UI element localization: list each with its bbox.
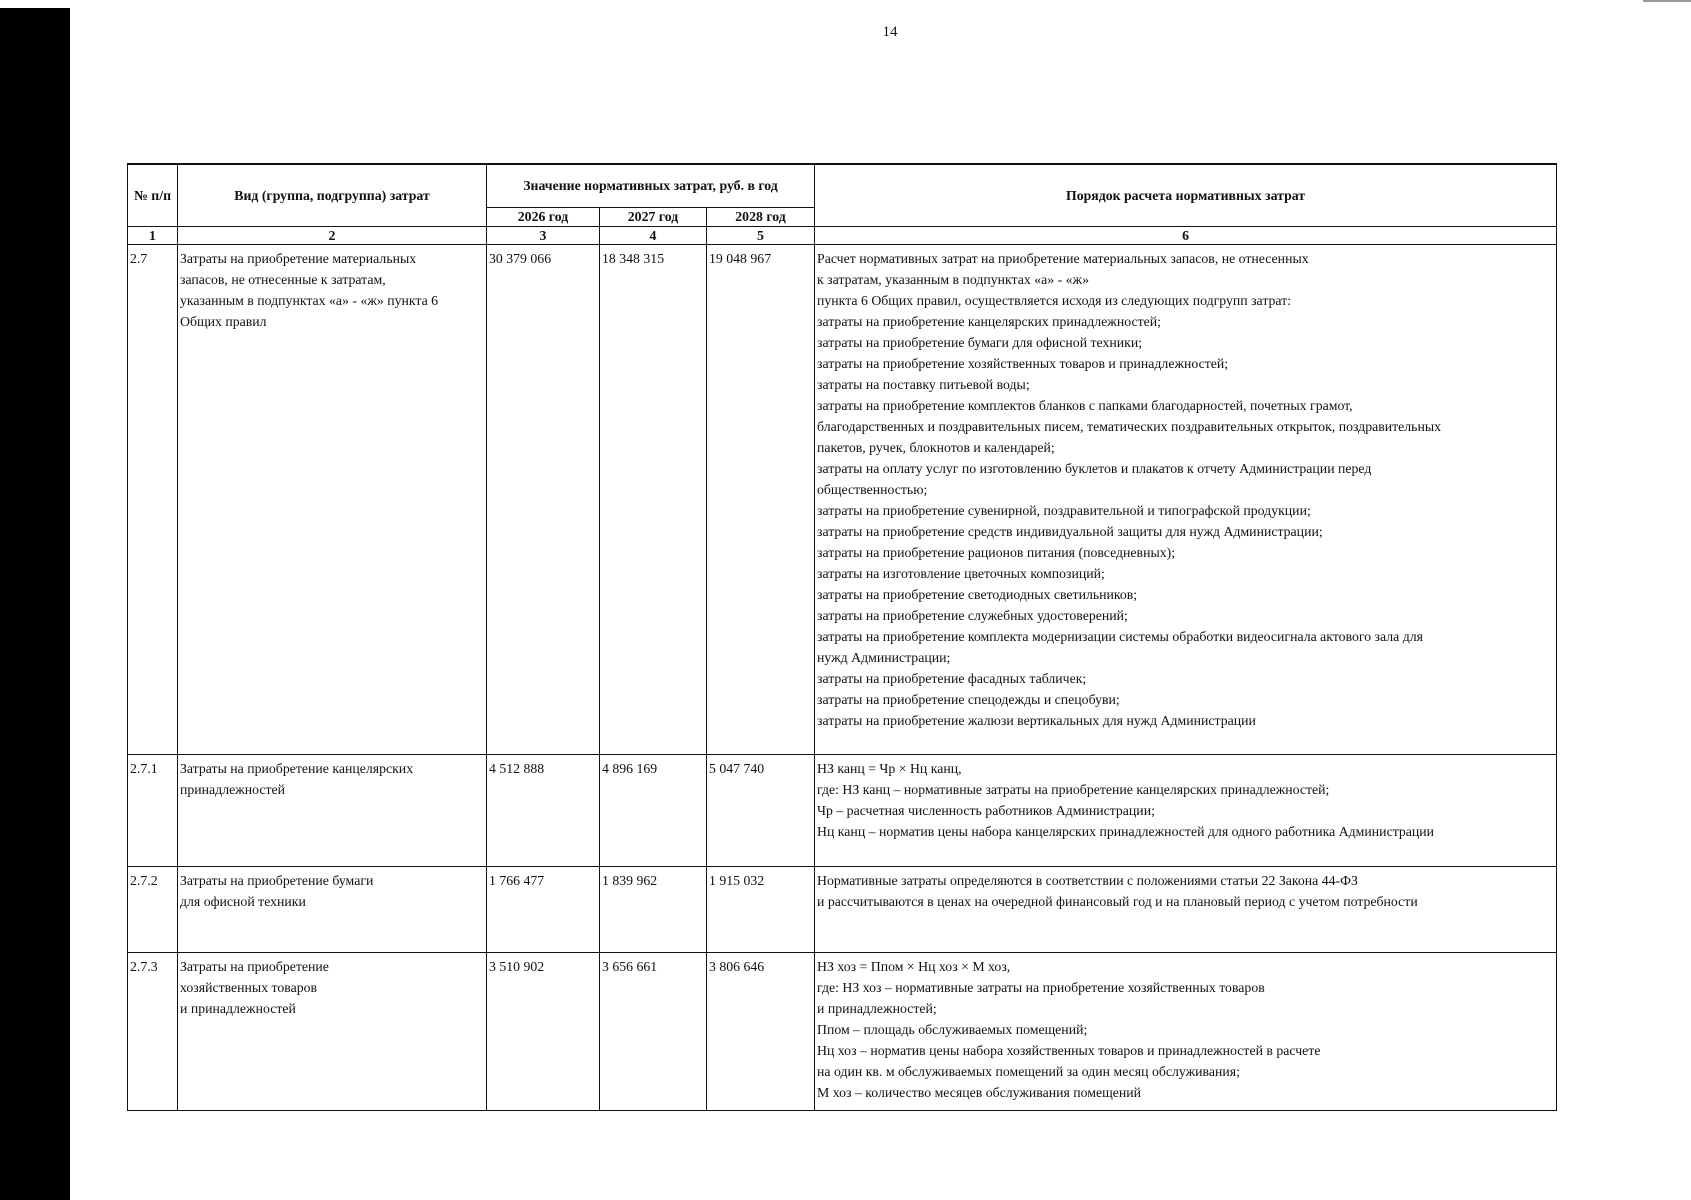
calc-method-line: затраты на оплату услуг по изготовлению буклетов и плакатов к отчету Администрации перед bbox=[817, 461, 1372, 476]
calc-method-line: затраты на приобретение средств индивидуальной защиты для нужд Администрации; bbox=[817, 524, 1323, 539]
header-year-2026: 2026 год bbox=[487, 208, 600, 227]
cost-type-cell bbox=[178, 867, 487, 953]
calc-method-line: Расчет нормативных затрат на приобретение материальных запасов, не отнесенных bbox=[817, 251, 1309, 266]
value-2028: 19 048 967 bbox=[707, 245, 815, 755]
page-number: 14 bbox=[882, 24, 898, 40]
calc-method-line: и принадлежностей; bbox=[817, 1001, 937, 1016]
calc-method-line: затраты на приобретение бумаги для офисной техники; bbox=[817, 335, 1143, 350]
calc-method-line: затраты на приобретение комплектов бланков с папками благодарностей, почетных грамот, bbox=[817, 398, 1353, 413]
value-2026: 4 512 888 bbox=[487, 755, 600, 867]
header-number: № п/п bbox=[128, 164, 178, 227]
cost-type-line: Затраты на приобретение канцелярских bbox=[180, 761, 414, 776]
column-number-5: 5 bbox=[707, 227, 815, 245]
table-row bbox=[128, 867, 1557, 953]
cost-norms-table bbox=[127, 163, 1557, 1111]
column-number-6: 6 bbox=[815, 227, 1557, 245]
value-2026: 1 766 477 bbox=[487, 867, 600, 953]
header-calc-method: Порядок расчета нормативных затрат bbox=[815, 164, 1557, 227]
calc-method-line: и рассчитываются в ценах на очередной финансовый год и на плановый период с учетом потребности bbox=[817, 894, 1418, 909]
value-2028: 5 047 740 bbox=[707, 755, 815, 867]
calc-method-line: НЗ хоз = Ппом × Нц хоз × М хоз, bbox=[817, 959, 1011, 974]
column-number-4: 4 bbox=[600, 227, 707, 245]
header-year-2028: 2028 год bbox=[707, 208, 815, 227]
calc-method-line: Нормативные затраты определяются в соответствии с положениями статьи 22 Закона 44-ФЗ bbox=[817, 873, 1358, 888]
calc-method-line: где: НЗ хоз – нормативные затраты на приобретение хозяйственных товаров bbox=[817, 980, 1265, 995]
calc-method-line: общественностью; bbox=[817, 482, 928, 497]
cost-type-cell bbox=[178, 953, 487, 1111]
calc-method-line: Нц хоз – норматив цены набора хозяйственных товаров и принадлежностей в расчете bbox=[817, 1043, 1321, 1058]
calc-method-line: затраты на приобретение сувенирной, поздравительной и типографской продукции; bbox=[817, 503, 1311, 518]
cost-type-line: Затраты на приобретение материальных bbox=[180, 251, 417, 266]
calc-method-line: нужд Администрации; bbox=[817, 650, 951, 665]
calc-method-line: на один кв. м обслуживаемых помещений за один месяц обслуживания; bbox=[817, 1064, 1240, 1079]
value-2027: 1 839 962 bbox=[600, 867, 707, 953]
calc-method-line: где: НЗ канц – нормативные затраты на приобретение канцелярских принадлежностей; bbox=[817, 782, 1330, 797]
calc-method-line: затраты на приобретение комплекта модернизации системы обработки видеосигнала актового зала для bbox=[817, 629, 1423, 644]
calc-method-line: затраты на приобретение фасадных табличек; bbox=[817, 671, 1087, 686]
calc-method-cell bbox=[815, 245, 1557, 755]
header-year-2027: 2027 год bbox=[600, 208, 707, 227]
value-2026: 30 379 066 bbox=[487, 245, 600, 755]
calc-method-line: затраты на приобретение светодиодных светильников; bbox=[817, 587, 1138, 602]
cost-type-line: Общих правил bbox=[180, 314, 267, 329]
cost-type-cell bbox=[178, 755, 487, 867]
calc-method-cell bbox=[815, 755, 1557, 867]
calc-method-line: НЗ канц = Чр × Нц канц, bbox=[817, 761, 962, 776]
cost-type-line: хозяйственных товаров bbox=[180, 980, 318, 995]
header-cost-type: Вид (группа, подгруппа) затрат bbox=[178, 164, 487, 227]
row-number: 2.7.3 bbox=[128, 953, 178, 1111]
calc-method-line: затраты на приобретение хозяйственных товаров и принадлежностей; bbox=[817, 356, 1229, 371]
calc-method-line: затраты на приобретение канцелярских принадлежностей; bbox=[817, 314, 1161, 329]
calc-method-line: затраты на приобретение служебных удостоверений; bbox=[817, 608, 1128, 623]
calc-method-line: пункта 6 Общих правил, осуществляется исходя из следующих подгрупп затрат: bbox=[817, 293, 1292, 308]
calc-method-line: затраты на приобретение жалюзи вертикальных для нужд Администрации bbox=[817, 713, 1256, 728]
table-row bbox=[128, 755, 1557, 867]
cost-type-cell bbox=[178, 245, 487, 755]
row-number: 2.7 bbox=[128, 245, 178, 755]
cost-type-line: Затраты на приобретение bbox=[180, 959, 329, 974]
calc-method-line: Чр – расчетная численность работников Администрации; bbox=[817, 803, 1155, 818]
table-row bbox=[128, 245, 1557, 755]
calc-method-cell bbox=[815, 867, 1557, 953]
column-number-3: 3 bbox=[487, 227, 600, 245]
cost-type-line: Затраты на приобретение бумаги bbox=[180, 873, 374, 888]
cost-type-line: для офисной техники bbox=[180, 894, 306, 909]
value-2027: 18 348 315 bbox=[600, 245, 707, 755]
cost-type-line: и принадлежностей bbox=[180, 1001, 296, 1016]
calc-method-line: к затратам, указанным в подпунктах «а» - «ж» bbox=[817, 272, 1089, 287]
value-2026: 3 510 902 bbox=[487, 953, 600, 1111]
calc-method-line: затраты на приобретение спецодежды и спецобуви; bbox=[817, 692, 1120, 707]
column-number-1: 1 bbox=[128, 227, 178, 245]
calc-method-line: затраты на приобретение рационов питания (повседневных); bbox=[817, 545, 1176, 560]
value-2028: 3 806 646 bbox=[707, 953, 815, 1111]
table-row bbox=[128, 953, 1557, 1111]
calc-method-line: затраты на изготовление цветочных композиций; bbox=[817, 566, 1105, 581]
calc-method-line: М хоз – количество месяцев обслуживания помещений bbox=[817, 1085, 1142, 1100]
value-2028: 1 915 032 bbox=[707, 867, 815, 953]
scan-edge-mark bbox=[1643, 0, 1691, 2]
calc-method-line: затраты на поставку питьевой воды; bbox=[817, 377, 1030, 392]
scan-edge-shadow bbox=[0, 8, 70, 1200]
calc-method-line: Ппом – площадь обслуживаемых помещений; bbox=[817, 1022, 1088, 1037]
cost-type-line: указанным в подпунктах «а» - «ж» пункта 6 bbox=[180, 293, 439, 308]
header-value-group: Значение нормативных затрат, руб. в год bbox=[487, 164, 815, 208]
calc-method-cell bbox=[815, 953, 1557, 1111]
value-2027: 4 896 169 bbox=[600, 755, 707, 867]
calc-method-line: Нц канц – норматив цены набора канцелярских принадлежностей для одного работника Администрации bbox=[817, 824, 1435, 839]
calc-method-line: благодарственных и поздравительных писем, тематических поздравительных открыток, поздравительных bbox=[817, 419, 1442, 434]
value-2027: 3 656 661 bbox=[600, 953, 707, 1111]
row-number: 2.7.2 bbox=[128, 867, 178, 953]
cost-type-line: принадлежностей bbox=[180, 782, 286, 797]
calc-method-line: пакетов, ручек, блокнотов и календарей; bbox=[817, 440, 1055, 455]
cost-type-line: запасов, не отнесенные к затратам, bbox=[180, 272, 386, 287]
column-number-2: 2 bbox=[178, 227, 487, 245]
row-number: 2.7.1 bbox=[128, 755, 178, 867]
